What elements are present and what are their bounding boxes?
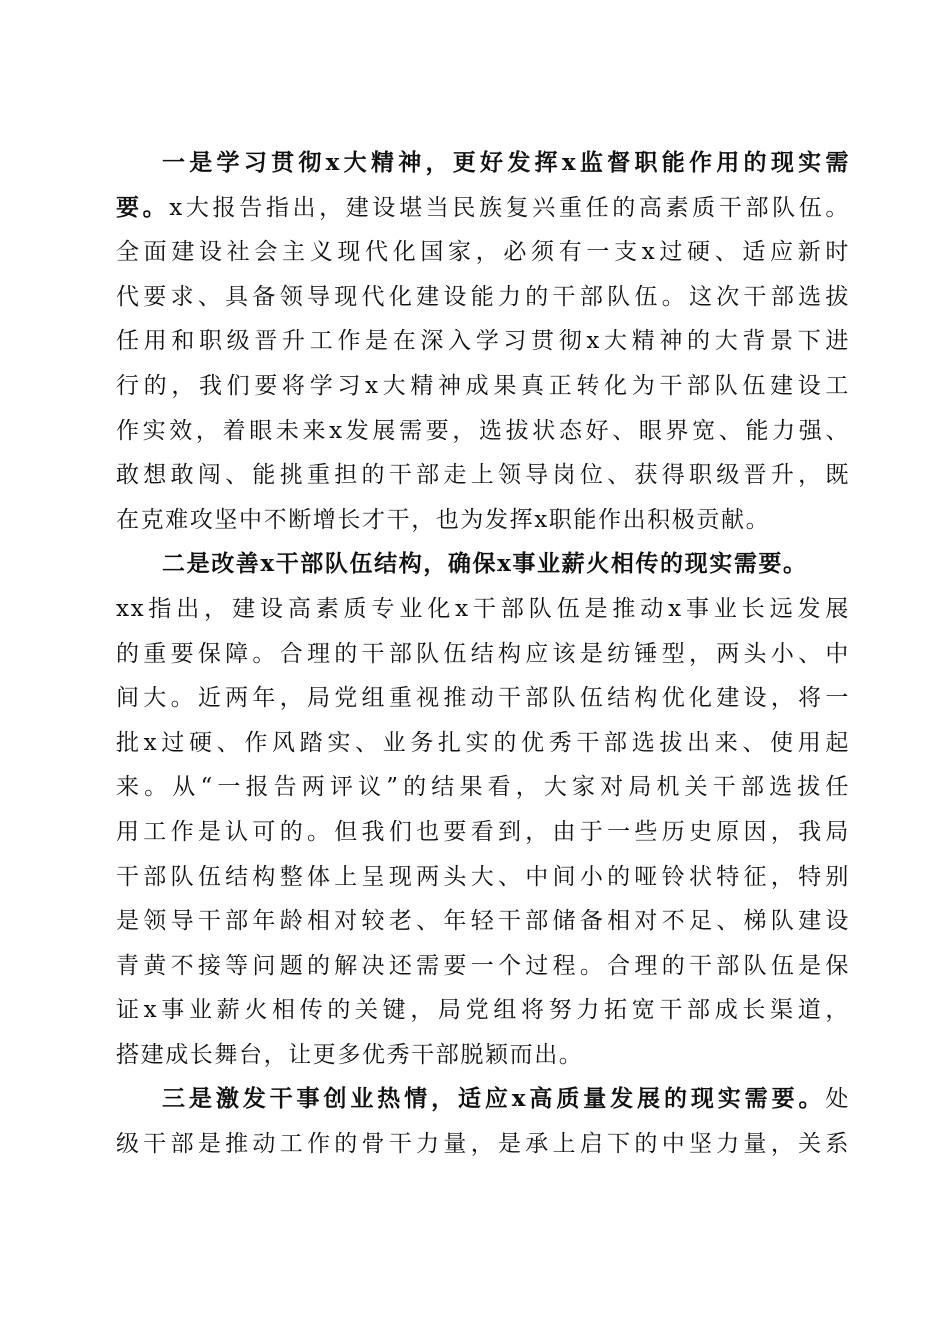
text-line — [116, 542, 850, 587]
line-text: 搭建成长舞台，让更多优秀干部脱颖而出。 — [116, 1041, 584, 1068]
text-line — [116, 409, 850, 454]
line-text: 的重要保障。合理的干部队伍结构应该是纺锤型，两头小、中 — [116, 640, 850, 667]
paragraph-1 — [116, 141, 850, 542]
line-text: xx指出，建设高素质专业化x干部队伍是推动x事业长远发展 — [116, 595, 850, 622]
line-text: 青黄不接等问题的解决还需要一个过程。合理的干部队伍是保 — [116, 952, 850, 979]
document-body — [116, 141, 850, 1167]
text-line — [116, 186, 850, 231]
text-line — [116, 810, 850, 855]
line-text: 在克难攻坚中不断增长才干，也为发挥x职能作出积极贡献。 — [116, 506, 771, 533]
text-line — [116, 1122, 850, 1167]
text-line — [116, 1077, 850, 1122]
line-text: 间大。近两年，局党组重视推动干部队伍结构优化建设，将一 — [116, 685, 850, 712]
text-line — [116, 765, 850, 810]
line-text: 级干部是推动工作的骨干力量，是承上启下的中坚力量，关系 — [116, 1131, 850, 1158]
text-line — [116, 364, 850, 409]
line-text: 干部队伍结构整体上呈现两头大、中间小的哑铃状特征，特别 — [116, 863, 850, 890]
line-text: 敢想敢闯、能挑重担的干部走上领导岗位、获得职级晋升，既 — [116, 462, 850, 489]
line-text: 全面建设社会主义现代化国家，必须有一支x过硬、适应新时 — [116, 239, 850, 266]
line-text: 行的，我们要将学习x大精神成果真正转化为干部队伍建设工 — [116, 372, 850, 399]
line-text: 作实效，着眼未来x发展需要，选拔状态好、眼界宽、能力强、 — [116, 417, 850, 444]
line-text: 代要求、具备领导现代化建设能力的干部队伍。这次干部选拔 — [116, 283, 850, 310]
text-line — [116, 855, 850, 900]
text-line — [116, 899, 850, 944]
paragraph-3 — [116, 1077, 850, 1166]
line-text: x大报告指出，建设堪当民族复兴重任的高素质干部队伍。 — [169, 194, 850, 221]
text-line — [116, 1033, 850, 1078]
line-text: 批x过硬、作风踏实、业务扎实的优秀干部选拔出来、使用起 — [116, 729, 850, 756]
paragraph-lead: 二是改善x干部队伍结构，确保x事业薪火相传的现实需要。 — [162, 550, 808, 578]
line-text: 用工作是认可的。但我们也要看到，由于一些历史原因，我局 — [116, 818, 850, 845]
text-line — [116, 632, 850, 677]
paragraph-lead: 三是激发干事创业热情，适应x高质量发展的现实需要。 — [162, 1085, 826, 1113]
text-line — [116, 676, 850, 721]
line-text: 是领导干部年龄相对较老、年轻干部储备相对不足、梯队建设 — [116, 908, 850, 935]
text-line — [116, 498, 850, 543]
line-text: 处 — [825, 1086, 850, 1113]
line-text: 证x事业薪火相传的关键，局党组将努力拓宽干部成长渠道， — [116, 997, 850, 1024]
text-line — [116, 453, 850, 498]
paragraph-lead: 一是学习贯彻x大精神，更好发挥x监督职能作用的现实需 — [162, 149, 850, 176]
text-line — [116, 944, 850, 989]
text-line — [116, 587, 850, 632]
text-line — [116, 275, 850, 320]
text-line — [116, 988, 850, 1033]
line-text: 来。从“一报告两评议”的结果看，大家对局机关干部选拔任 — [116, 774, 850, 801]
text-line — [116, 141, 850, 186]
text-line — [116, 319, 850, 364]
paragraph-lead: 要。 — [116, 193, 170, 221]
text-line — [116, 721, 850, 766]
paragraph-2 — [116, 542, 850, 1077]
text-line — [116, 230, 850, 275]
line-text: 任用和职级晋升工作是在深入学习贯彻x大精神的大背景下进 — [116, 328, 850, 355]
